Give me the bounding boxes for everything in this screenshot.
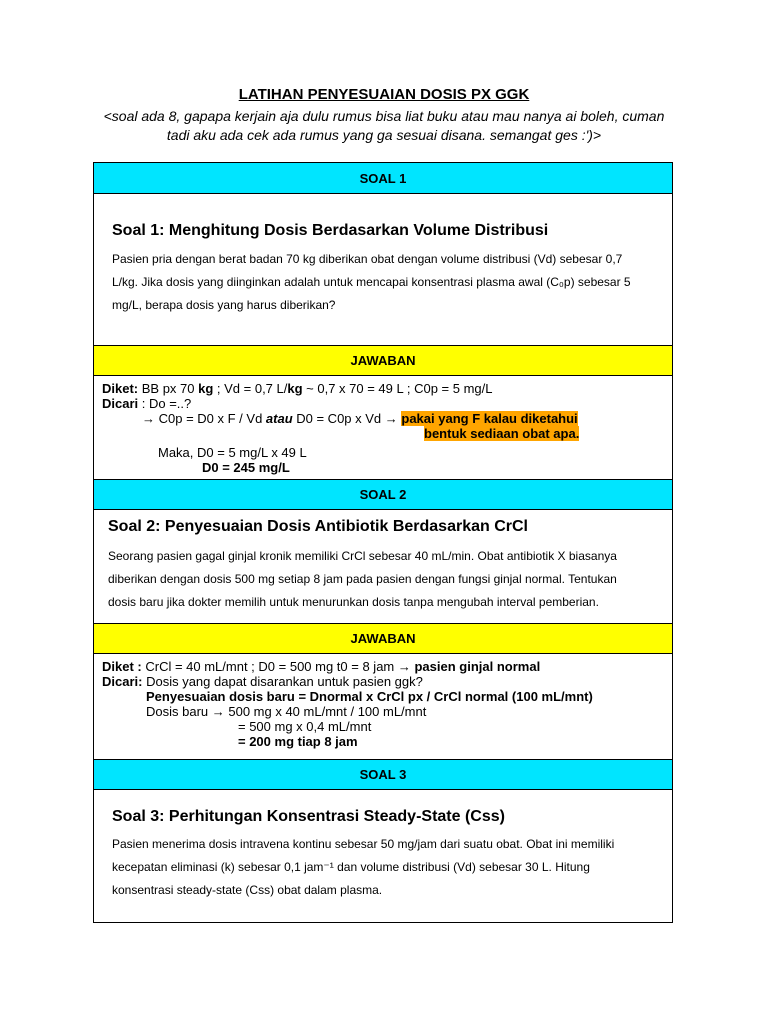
maka-line: Maka, D0 = 5 mg/L x 49 L [158,445,307,460]
subtitle-line: <soal ada 8, gapapa kerjain aja dulu rumus bisa liat buku atau mau nanya ai boleh, cuman [103,108,665,124]
soal-1-line: Pasien pria dengan berat badan 70 kg diberikan obat dengan volume distribusi (Vd) sebesar 0,7 [112,252,623,266]
soal-1-answer [94,376,672,480]
soal-2-jawaban-band: JAWABAN [94,624,672,654]
soal-1-question [94,194,672,346]
soal-3-line: kecepatan eliminasi (k) sebesar 0,1 jam⁻¹ dan volume distribusi (Vd) sebesar 30 L. Hitung [112,860,590,874]
highlight-note: pakai yang F kalau diketahui [401,411,578,426]
soal-3-line: Pasien menerima dosis intravena kontinu sebesar 50 mg/jam dari suatu obat. Obat ini memiliki [112,837,615,851]
diket-label: Diket : [102,659,142,674]
page-subtitle [90,107,678,145]
soal-2-title: Soal 2: Penyesuaian Dosis Antibiotik Berdasarkan CrCl [108,518,528,535]
page-title: LATIHAN PENYESUAIAN DOSIS PX GGK [238,86,530,103]
diket-unit: kg [198,381,214,396]
soal-3-text [112,833,614,902]
diket-label: Diket: [102,381,139,396]
formula-line [102,411,664,426]
diket-unit: kg [287,381,303,396]
diket-text: ~ 0,7 x 70 = 49 L ; C0p = 5 mg/L [302,381,493,396]
formula-atau: atau [265,411,293,426]
diket-text: BB px 70 [138,381,199,396]
soal-3-line: konsentrasi steady-state (Css) obat dalam plasma. [112,883,383,897]
soal-2-band: SOAL 2 [94,480,672,510]
dicari-text: Dosis yang dapat disarankan untuk pasien ggk? [142,674,423,689]
formula-text: D0 = C0p x Vd → [292,411,402,426]
soal-2-line: diberikan dengan dosis 500 mg setiap 8 jam pada pasien dengan fungsi ginjal normal. Tentukan [108,572,617,586]
soal-2-answer [94,654,672,760]
step-line: Dosis baru → 500 mg x 40 mL/mnt / 100 mL/mnt [146,704,427,719]
soal-2-line: Seorang pasien gagal ginjal kronik memiliki CrCl sebesar 40 mL/min. Obat antibiotik X biasanya [108,549,617,563]
soal-1-band: SOAL 1 [94,163,672,194]
diket-line [102,381,664,396]
dicari-line [102,396,664,411]
formula-text: → C0p = D0 x F / Vd [142,411,266,426]
soal-3-band: SOAL 3 [94,760,672,790]
soal-3-title: Soal 3: Perhitungan Konsentrasi Steady-State (Css) [112,808,505,825]
dicari-label: Dicari: [102,674,143,689]
soal-1-line: mg/L, berapa dosis yang harus diberikan? [112,298,336,312]
soal-2-line: dosis baru jika dokter memilih untuk menurunkan dosis tanpa mengubah interval pemberian. [108,595,599,609]
soal-1-line: L/kg. Jika dosis yang diinginkan adalah untuk mencapai konsentrasi plasma awal (C₀p) sebesar 5 [112,275,631,289]
soal-1-text [112,248,631,317]
formula-line: Penyesuaian dosis baru = Dnormal x CrCl px / CrCl normal (100 mL/mnt) [146,689,593,704]
soal-2-text [108,545,617,614]
soal-1-title: Soal 1: Menghitung Dosis Berdasarkan Volume Distribusi [112,222,549,239]
soal-2-question [94,510,672,624]
note-line [102,426,664,441]
step-line: = 200 mg tiap 8 jam [238,734,358,749]
step-line: = 500 mg x 0,4 mL/mnt [238,719,372,734]
subtitle-line: tadi aku ada cek ada rumus yang ga sesuai disana. semangat ges :')> [166,127,602,143]
highlight-note: bentuk sediaan obat apa. [424,426,580,441]
result-line: D0 = 245 mg/L [202,460,290,475]
exercise-table [93,162,673,923]
diket-text: ; Vd = 0,7 L/ [213,381,288,396]
dicari-label: Dicari [102,396,139,411]
diket-line [102,659,664,674]
diket-text: CrCl = 40 mL/mnt ; D0 = 500 mg t0 = 8 jam → [141,659,415,674]
dicari-line [102,674,664,689]
diket-emphasis: pasien ginjal normal [414,659,541,674]
dicari-text: : Do =..? [138,396,192,411]
soal-1-jawaban-band: JAWABAN [94,346,672,376]
soal-3-question [94,790,672,922]
